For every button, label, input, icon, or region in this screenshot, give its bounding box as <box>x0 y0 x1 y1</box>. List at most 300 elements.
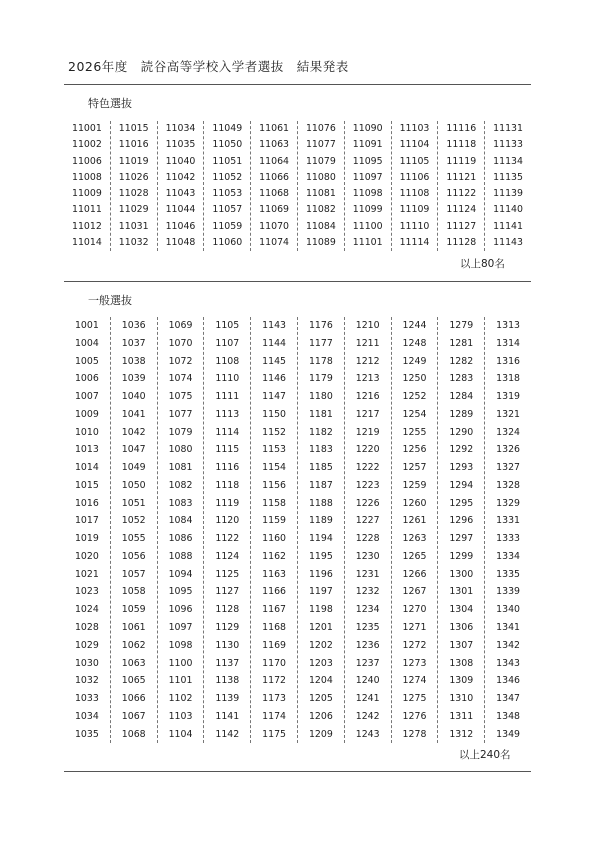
exam-number: 1144 <box>262 337 287 349</box>
exam-number: 1244 <box>402 320 427 331</box>
exam-number: 11016 <box>118 139 149 151</box>
number-column <box>64 121 110 251</box>
exam-number: 1314 <box>496 337 520 349</box>
exam-number: 11103 <box>399 123 430 134</box>
exam-number: 11098 <box>352 188 383 200</box>
number-column <box>297 121 344 251</box>
exam-number: 1183 <box>308 444 333 456</box>
exam-number: 1104 <box>168 728 193 740</box>
exam-number: 11061 <box>259 123 289 134</box>
exam-number: 1306 <box>449 622 474 634</box>
exam-number: 1020 <box>74 550 99 562</box>
exam-number: 11057 <box>212 204 243 216</box>
exam-number: 1178 <box>308 355 333 367</box>
exam-number: 1172 <box>262 675 287 687</box>
exam-number: 1348 <box>496 710 520 722</box>
exam-number: 1242 <box>355 710 380 722</box>
exam-number: 1040 <box>121 391 146 403</box>
exam-number: 11140 <box>493 204 523 216</box>
exam-number: 11070 <box>259 220 289 232</box>
exam-number: 1243 <box>355 728 380 740</box>
exam-number: 11143 <box>493 237 523 249</box>
exam-number: 11028 <box>118 188 149 200</box>
exam-number: 1141 <box>215 710 240 722</box>
exam-number: 1324 <box>496 426 520 438</box>
exam-number: 1066 <box>121 693 146 705</box>
exam-number: 11089 <box>305 237 336 249</box>
exam-number: 11064 <box>259 155 289 167</box>
number-column <box>344 317 391 743</box>
exam-number: 1063 <box>121 657 146 669</box>
exam-number: 1173 <box>262 693 287 705</box>
exam-number: 1097 <box>168 622 193 634</box>
exam-number: 1169 <box>262 639 287 651</box>
exam-number: 1162 <box>262 550 287 562</box>
exam-number: 1056 <box>121 550 146 562</box>
exam-number: 1197 <box>308 586 333 598</box>
exam-number: 1062 <box>121 639 146 651</box>
exam-number: 1079 <box>168 426 193 438</box>
exam-number: 1295 <box>449 497 474 509</box>
exam-number: 1281 <box>449 337 474 349</box>
exam-number: 1290 <box>449 426 474 438</box>
exam-number: 11084 <box>305 220 336 232</box>
exam-number: 1098 <box>168 639 193 651</box>
exam-number: 1213 <box>355 373 380 385</box>
exam-number: 1034 <box>74 710 99 722</box>
exam-number: 1163 <box>262 568 287 580</box>
exam-number: 1201 <box>308 622 333 634</box>
exam-number: 1047 <box>121 444 146 456</box>
exam-number: 1272 <box>402 639 427 651</box>
number-column <box>203 121 250 251</box>
exam-number: 11133 <box>493 139 523 151</box>
exam-number: 11097 <box>352 171 383 183</box>
exam-number: 1196 <box>308 568 333 580</box>
exam-number: 1129 <box>215 622 240 634</box>
exam-number: 1282 <box>449 355 474 367</box>
number-column <box>437 317 484 743</box>
exam-number: 1095 <box>168 586 193 598</box>
exam-number: 1230 <box>355 550 380 562</box>
exam-number: 1156 <box>262 479 287 491</box>
section-rule <box>64 281 531 282</box>
exam-number: 1267 <box>402 586 427 598</box>
exam-number: 11048 <box>165 237 196 249</box>
exam-number: 11031 <box>118 220 149 232</box>
exam-number: 1283 <box>449 373 474 385</box>
exam-number: 1237 <box>355 657 380 669</box>
exam-number: 1273 <box>402 657 427 669</box>
exam-number: 11008 <box>71 171 102 183</box>
exam-number: 1187 <box>308 479 333 491</box>
exam-number: 11141 <box>493 220 523 232</box>
exam-number: 1335 <box>496 568 520 580</box>
exam-number: 11119 <box>446 155 477 167</box>
exam-number: 1036 <box>121 320 146 331</box>
exam-number: 1279 <box>449 320 474 331</box>
exam-number: 1059 <box>121 604 146 616</box>
exam-number: 1137 <box>215 657 240 669</box>
exam-number: 1292 <box>449 444 474 456</box>
exam-number: 1061 <box>121 622 146 634</box>
exam-number: 1138 <box>215 675 240 687</box>
exam-number: 1009 <box>74 408 99 420</box>
exam-number: 1216 <box>355 391 380 403</box>
exam-number: 1030 <box>74 657 99 669</box>
number-column <box>391 317 438 743</box>
exam-number: 1257 <box>402 462 427 474</box>
exam-number: 1248 <box>402 337 427 349</box>
exam-number: 1250 <box>402 373 427 385</box>
exam-number: 1139 <box>215 693 240 705</box>
exam-number: 1070 <box>168 337 193 349</box>
exam-number: 1212 <box>355 355 380 367</box>
exam-number: 11131 <box>493 123 523 134</box>
exam-number: 11006 <box>71 155 102 167</box>
exam-number: 1125 <box>215 568 240 580</box>
number-column <box>157 121 204 251</box>
exam-number: 1342 <box>496 639 520 651</box>
exam-number: 1231 <box>355 568 380 580</box>
exam-number: 11080 <box>305 171 336 183</box>
exam-number: 1255 <box>402 426 427 438</box>
exam-number: 1189 <box>308 515 333 527</box>
exam-number: 1028 <box>74 622 99 634</box>
exam-number: 1294 <box>449 479 474 491</box>
exam-number: 11042 <box>165 171 196 183</box>
exam-number: 1094 <box>168 568 193 580</box>
exam-number: 1206 <box>308 710 333 722</box>
exam-number: 11127 <box>446 220 477 232</box>
exam-number: 1127 <box>215 586 240 598</box>
exam-number: 11108 <box>399 188 430 200</box>
exam-number: 1296 <box>449 515 474 527</box>
exam-number: 1154 <box>262 462 287 474</box>
exam-number: 1058 <box>121 586 146 598</box>
exam-number: 1074 <box>168 373 193 385</box>
exam-number: 1122 <box>215 533 240 545</box>
exam-number: 1263 <box>402 533 427 545</box>
exam-number: 11082 <box>305 204 336 216</box>
exam-number: 1146 <box>262 373 287 385</box>
exam-number: 1321 <box>496 408 520 420</box>
exam-number: 1339 <box>496 586 520 598</box>
exam-number: 1194 <box>308 533 333 545</box>
exam-number: 11032 <box>118 237 149 249</box>
exam-number: 1049 <box>121 462 146 474</box>
exam-number: 11040 <box>165 155 196 167</box>
exam-number: 1297 <box>449 533 474 545</box>
exam-number: 1119 <box>215 497 240 509</box>
number-column <box>110 317 157 743</box>
exam-number: 1289 <box>449 408 474 420</box>
exam-number: 11077 <box>305 139 336 151</box>
exam-number: 1110 <box>215 373 240 385</box>
exam-number: 1249 <box>402 355 427 367</box>
exam-number: 1234 <box>355 604 380 616</box>
exam-number: 1067 <box>121 710 146 722</box>
page-title: 2026年度 読谷高等学校入学者選抜 結果発表 <box>68 59 349 74</box>
exam-number: 1158 <box>262 497 287 509</box>
exam-number: 11034 <box>165 123 196 134</box>
exam-number: 1204 <box>308 675 333 687</box>
exam-number: 11046 <box>165 220 196 232</box>
exam-number: 1042 <box>121 426 146 438</box>
exam-number: 1329 <box>496 497 520 509</box>
exam-number: 1168 <box>262 622 287 634</box>
exam-number: 1226 <box>355 497 380 509</box>
number-column <box>344 121 391 251</box>
exam-number: 1174 <box>262 710 287 722</box>
exam-number: 11002 <box>71 139 102 151</box>
exam-number: 11015 <box>118 123 149 134</box>
exam-number: 1116 <box>215 462 240 474</box>
number-column <box>391 121 438 251</box>
exam-number: 1261 <box>402 515 427 527</box>
exam-number: 11124 <box>446 204 477 216</box>
special-total: 以上80名 <box>460 258 505 270</box>
exam-number: 1088 <box>168 550 193 562</box>
exam-number: 1309 <box>449 675 474 687</box>
number-column <box>64 317 110 743</box>
exam-number: 1055 <box>121 533 146 545</box>
exam-number: 1023 <box>74 586 99 598</box>
exam-number: 1159 <box>262 515 287 527</box>
exam-number: 1170 <box>262 657 287 669</box>
number-column <box>297 317 344 743</box>
exam-number: 1299 <box>449 550 474 562</box>
exam-number: 1240 <box>355 675 380 687</box>
exam-number: 1341 <box>496 622 520 634</box>
exam-number: 1236 <box>355 639 380 651</box>
exam-number: 1220 <box>355 444 380 456</box>
exam-number: 1086 <box>168 533 193 545</box>
exam-number: 1118 <box>215 479 240 491</box>
exam-number: 1150 <box>262 408 287 420</box>
exam-number: 1271 <box>402 622 427 634</box>
exam-number: 11009 <box>71 188 102 200</box>
exam-number: 1037 <box>121 337 146 349</box>
number-column <box>484 121 531 251</box>
exam-number: 1032 <box>74 675 99 687</box>
exam-number: 1100 <box>168 657 193 669</box>
exam-number: 11076 <box>305 123 336 134</box>
exam-number: 11063 <box>259 139 289 151</box>
exam-number: 1105 <box>215 320 240 331</box>
exam-number: 1013 <box>74 444 99 456</box>
exam-number: 1265 <box>402 550 427 562</box>
exam-number: 1041 <box>121 408 146 420</box>
exam-number: 1241 <box>355 693 380 705</box>
exam-number: 1143 <box>262 320 287 331</box>
exam-number: 11074 <box>259 237 289 249</box>
exam-number: 1057 <box>121 568 146 580</box>
exam-number: 1278 <box>402 728 427 740</box>
exam-number: 11104 <box>399 139 430 151</box>
exam-number: 11051 <box>212 155 243 167</box>
exam-number: 1115 <box>215 444 240 456</box>
number-column <box>484 317 531 743</box>
exam-number: 1346 <box>496 675 520 687</box>
exam-number: 1260 <box>402 497 427 509</box>
exam-number: 1300 <box>449 568 474 580</box>
exam-number: 1051 <box>121 497 146 509</box>
exam-number: 1227 <box>355 515 380 527</box>
exam-number: 1232 <box>355 586 380 598</box>
exam-number: 1223 <box>355 479 380 491</box>
exam-number: 1179 <box>308 373 333 385</box>
exam-number: 1328 <box>496 479 520 491</box>
exam-number: 11091 <box>352 139 383 151</box>
exam-number: 1181 <box>308 408 333 420</box>
exam-number: 11139 <box>493 188 523 200</box>
special-heading: 特色選抜 <box>88 97 132 110</box>
exam-number: 11110 <box>399 220 430 232</box>
exam-number: 1083 <box>168 497 193 509</box>
exam-number: 1293 <box>449 462 474 474</box>
exam-number: 11043 <box>165 188 196 200</box>
exam-number: 1203 <box>308 657 333 669</box>
exam-number: 1304 <box>449 604 474 616</box>
exam-number: 1101 <box>168 675 193 687</box>
exam-number: 1084 <box>168 515 193 527</box>
exam-number: 1005 <box>74 355 99 367</box>
exam-number: 11134 <box>493 155 523 167</box>
exam-number: 1180 <box>308 391 333 403</box>
exam-number: 1017 <box>74 515 99 527</box>
exam-number: 1343 <box>496 657 520 669</box>
exam-number: 1266 <box>402 568 427 580</box>
exam-number: 1021 <box>74 568 99 580</box>
exam-number: 1276 <box>402 710 427 722</box>
exam-number: 1252 <box>402 391 427 403</box>
exam-number: 1024 <box>74 604 99 616</box>
number-column <box>110 121 157 251</box>
exam-number: 1153 <box>262 444 287 456</box>
exam-number: 1147 <box>262 391 287 403</box>
general-heading: 一般選抜 <box>88 294 132 307</box>
exam-number: 11044 <box>165 204 196 216</box>
exam-number: 1331 <box>496 515 520 527</box>
exam-number: 11019 <box>118 155 149 167</box>
exam-number: 1068 <box>121 728 146 740</box>
exam-number: 1114 <box>215 426 240 438</box>
exam-number: 1035 <box>74 728 99 740</box>
exam-number: 1175 <box>262 728 287 740</box>
exam-number: 1275 <box>402 693 427 705</box>
exam-number: 1205 <box>308 693 333 705</box>
exam-number: 11060 <box>212 237 243 249</box>
exam-number: 1096 <box>168 604 193 616</box>
exam-number: 1128 <box>215 604 240 616</box>
exam-number: 1347 <box>496 693 520 705</box>
general-total: 以上240名 <box>459 749 511 761</box>
exam-number: 11026 <box>118 171 149 183</box>
exam-number: 1081 <box>168 462 193 474</box>
exam-number: 1107 <box>215 337 240 349</box>
exam-number: 1103 <box>168 710 193 722</box>
exam-number: 1033 <box>74 693 99 705</box>
exam-number: 1069 <box>168 320 193 331</box>
exam-number: 11053 <box>212 188 243 200</box>
exam-number: 11128 <box>446 237 477 249</box>
exam-number: 1182 <box>308 426 333 438</box>
exam-number: 1333 <box>496 533 520 545</box>
exam-number: 1185 <box>308 462 333 474</box>
exam-number: 11081 <box>305 188 336 200</box>
exam-number: 1130 <box>215 639 240 651</box>
exam-number: 11052 <box>212 171 243 183</box>
exam-number: 1124 <box>215 550 240 562</box>
exam-number: 1274 <box>402 675 427 687</box>
exam-number: 1029 <box>74 639 99 651</box>
exam-number: 1256 <box>402 444 427 456</box>
exam-number: 11121 <box>446 171 477 183</box>
exam-number: 1311 <box>449 710 474 722</box>
exam-number: 11029 <box>118 204 149 216</box>
exam-number: 1326 <box>496 444 520 456</box>
exam-number: 1077 <box>168 408 193 420</box>
exam-number: 1284 <box>449 391 474 403</box>
general-grid <box>64 317 531 743</box>
exam-number: 11135 <box>493 171 523 183</box>
exam-number: 1001 <box>74 320 99 331</box>
exam-number: 1152 <box>262 426 287 438</box>
exam-number: 1228 <box>355 533 380 545</box>
exam-number: 1312 <box>449 728 474 740</box>
exam-number: 1254 <box>402 408 427 420</box>
exam-number: 1108 <box>215 355 240 367</box>
number-column <box>157 317 204 743</box>
exam-number: 1308 <box>449 657 474 669</box>
exam-number: 1319 <box>496 391 520 403</box>
exam-number: 1219 <box>355 426 380 438</box>
exam-number: 1072 <box>168 355 193 367</box>
exam-number: 1210 <box>355 320 380 331</box>
exam-number: 11011 <box>71 204 102 216</box>
exam-number: 1102 <box>168 693 193 705</box>
exam-number: 1313 <box>496 320 520 331</box>
exam-number: 1145 <box>262 355 287 367</box>
exam-number: 11014 <box>71 237 102 249</box>
exam-number: 1080 <box>168 444 193 456</box>
exam-number: 1211 <box>355 337 380 349</box>
exam-number: 11100 <box>352 220 383 232</box>
exam-number: 11101 <box>352 237 383 249</box>
exam-number: 11059 <box>212 220 243 232</box>
exam-number: 1111 <box>215 391 240 403</box>
exam-number: 1307 <box>449 639 474 651</box>
exam-number: 11050 <box>212 139 243 151</box>
exam-number: 1166 <box>262 586 287 598</box>
exam-number: 11012 <box>71 220 102 232</box>
exam-number: 1198 <box>308 604 333 616</box>
exam-number: 1006 <box>74 373 99 385</box>
exam-number: 1195 <box>308 550 333 562</box>
exam-number: 1177 <box>308 337 333 349</box>
exam-number: 1340 <box>496 604 520 616</box>
exam-number: 1270 <box>402 604 427 616</box>
exam-number: 11114 <box>399 237 430 249</box>
exam-number: 11001 <box>71 123 102 134</box>
exam-number: 11049 <box>212 123 243 134</box>
exam-number: 11066 <box>259 171 289 183</box>
exam-number: 1142 <box>215 728 240 740</box>
exam-number: 1010 <box>74 426 99 438</box>
exam-number: 1202 <box>308 639 333 651</box>
number-column <box>437 121 484 251</box>
